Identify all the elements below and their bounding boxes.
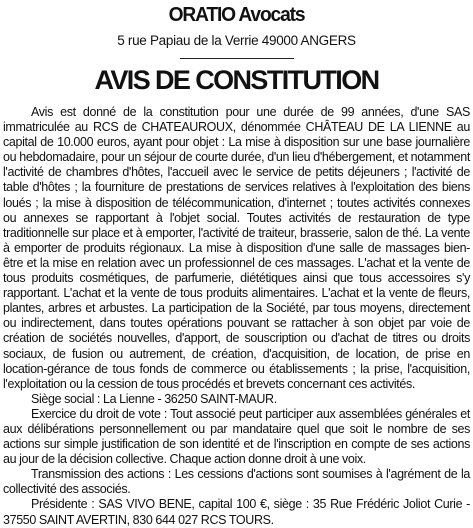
law-firm-address: 5 rue Papiau de la Verrie 49000 ANGERS xyxy=(117,33,356,48)
object-paragraph: Avis est donné de la constitution pour une durée de 99 années, d'une SAS immatriculée au RCS de CHATEAUROUX, dénommée CHÂTEAU DE LA LIENNE au capital de 10.000 euros, ayant pour objet : La mise à disposition sur une base journalière ou hebdomadaire, pour un séjour de courte durée, d'un lieu d'hébergement, et notamment l'activité de chambres d'hôtes, l'accueil avec le service de petits déjeuners ; l'activité de table d'hôtes ; la fourniture de prestations de services relatives à l'exploitation des biens loués ; la mise à disposition de télécommunication, d'internet ; toutes activités connexes ou annexes se rapportant à l'objet social. Toutes activités de restauration de type traditionnelle sur place et à emporter, l'activité de traiteur, brasserie, salon de thé. La vente à emporter de produits régionaux. La mise à disposition d'une salle de massages bien-être et la mise en relation avec un professionnel de ces massages. L'achat et la vente de tous produits cosmétiques, de parfumerie, diététiques ainsi que tous accessoires s'y rapportant. L'achat et la vente de tous produits alimentaires. L'achat et la vente de fleurs, plantes, arbres et arbustes. La participation de la Société, par tous moyens, directement ou indirectement, dans toutes opérations pouvant se rattacher à son objet par voie de création de sociétés nouvelles, d'apport, de souscription ou d'achat de titres ou droits sociaux, de fusion ou autrement, de création, d'acquisition, de location, de prise en location-gérance de tous fonds de commerce ou établissements ; la prise, l'acquisition, l'exploitation ou la cession de tous procédés et brevets concernant ces activités. xyxy=(3,105,470,391)
share-transfer-paragraph: Transmission des actions : Les cessions d'actions sont soumises à l'agrément de la collectivité des associés. xyxy=(3,467,470,497)
president-paragraph: Présidente : SAS VIVO BENE, capital 100 €, siège : 35 Rue Frédéric Joliot Curie - 37550 SAINT AVERTIN, 830 644 027 RCS TOURS. xyxy=(3,497,470,527)
notice-body xyxy=(3,105,470,528)
notice-title: AVIS DE CONSTITUTION xyxy=(94,65,379,95)
voting-rights-paragraph: Exercice du droit de vote : Tout associé peut participer aux assemblées générales et aux délibérations personnellement ou par mandataire quel que soit le nombre de ses actions sur simple justification de son identité et de l'inscription en compte de ses actions au jour de la décision collective. Chaque action donne droit à une voix. xyxy=(3,406,470,467)
law-firm-name: ORATIO Avocats xyxy=(168,4,305,26)
divider xyxy=(180,58,294,59)
registered-office-paragraph: Siège social : La Lienne - 36250 SAINT-MAUR. xyxy=(31,391,277,406)
